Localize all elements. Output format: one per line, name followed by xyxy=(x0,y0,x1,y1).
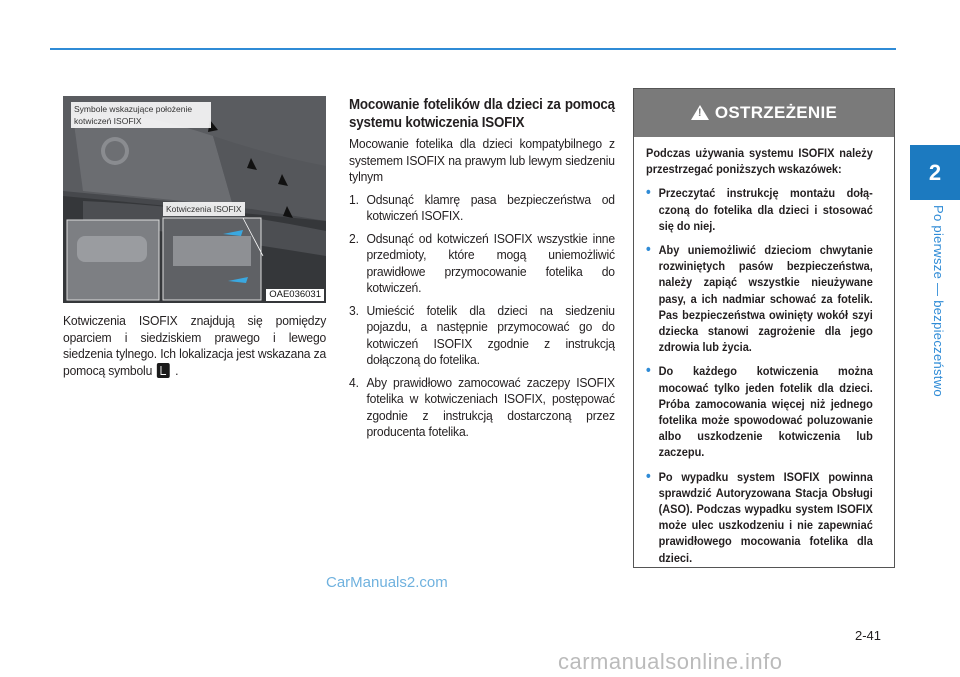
label-isofix-anchors: Kotwiczenia ISOFIX xyxy=(163,202,245,216)
step-text: Odsunąć klamrę pasa bezpieczeństwa od kotwiczeń ISOFIX. xyxy=(366,191,615,223)
warning-title: OSTRZEŻENIE xyxy=(714,103,838,122)
warning-header xyxy=(634,89,894,137)
warning-body xyxy=(646,145,873,574)
list-item xyxy=(349,231,615,297)
page-number: 2-41 xyxy=(855,628,882,643)
step-number: 3. xyxy=(349,302,359,318)
list-item: • Po wypadku system ISOFIX powinna sprawdzić Autoryzowana Stacja Obsługi (ASO). Podczas wypadku system ISOFIX może ulec uszkodzeniu i nie zapewniać prawidłowego mocowania fotelika dla dzieci. xyxy=(646,469,873,566)
figure-code: OAE036031 xyxy=(266,289,324,301)
step-number: 2. xyxy=(349,230,359,246)
isofix-mounting-section xyxy=(349,96,615,447)
step-text: Aby prawidłowo zamocować zaczepy ISOFIX fotelika w kotwiczeniach ISOFIX, postępować zgodnie z instrukcją dostarczoną przez producenta fotelika. xyxy=(366,374,615,439)
section-heading: Mocowanie fotelików dla dzieci za pomocą systemu kotwiczenia ISOFIX xyxy=(349,97,615,131)
list-item xyxy=(349,192,615,225)
list-item xyxy=(349,303,615,369)
list-item: • Przeczytać instrukcję montażu dołączoną do fotelika dla dzieci i stosować się do niej. xyxy=(646,185,873,234)
location-paragraph: Kotwiczenia ISOFIX znajdują się pomiędzy oparciem i siedziskiem prawego i lewego siedzenia tylnego. Ich lokalizacja jest wskazana za pomocą symbolu xyxy=(63,313,327,378)
chapter-tab[interactable]: 2 xyxy=(910,145,960,200)
warning-list xyxy=(646,185,873,565)
warning-box xyxy=(633,88,895,568)
section-intro: Mocowanie fotelika dla dzieci kompatybilnego z systemem ISOFIX na prawym lub lewym siedzeniu tylnym xyxy=(349,136,615,184)
isofix-location-text xyxy=(63,313,326,379)
chapter-title: Po pierwsze — bezpieczeństwo xyxy=(931,205,946,397)
header-rule xyxy=(50,48,896,50)
steps-list xyxy=(349,192,615,441)
warning-intro: Podczas używania systemu ISOFIX należy przestrzegać poniższych wskazówek: xyxy=(646,146,873,177)
step-text: Odsunąć od kotwiczeń ISOFIX wszystkie inne przedmioty, które mogą uniemożliwić prawidłowe przymocowanie fotelika do kotwiczeń. xyxy=(366,230,615,295)
watermark-link[interactable]: CarManuals2.com xyxy=(326,574,448,591)
list-item: • Aby uniemożliwić dzieciom chwytanie rozwiniętych pasów bezpieczeństwa, należy zapiąć wszystkie nieużywane pasy, a ich nadmiar schować za fotelik. Pas bezpieczeństwa owinięty wokół szyi dziecka stanowi zagrożenie dla jego zdrowia lub życia. xyxy=(646,242,873,355)
warning-triangle-icon xyxy=(691,105,709,120)
isofix-symbol-icon xyxy=(157,363,170,378)
step-text: Umieścić fotelik dla dzieci na siedzeniu pojazdu, a następnie przymocować go do kotwiczeń ISOFIX zgodnie z instrukcją dołączoną do fotelika. xyxy=(366,302,615,367)
location-paragraph-end: . xyxy=(175,362,179,378)
isofix-photo xyxy=(63,96,326,303)
watermark-footer: carmanualsonline.info xyxy=(558,649,783,674)
list-item xyxy=(349,375,615,441)
step-number: 4. xyxy=(349,374,359,390)
step-number: 1. xyxy=(349,191,359,207)
label-isofix-symbols: Symbole wskazujące położenie kotwiczeń ISOFIX xyxy=(71,102,211,128)
list-item: • Do każdego kotwiczenia można mocować tylko jeden fotelik dla dzieci. Próba zamocowania więcej niż jednego fotelika może spowodować poluzowanie albo uszkodzenie kotwiczenia lub zaczepu. xyxy=(646,363,873,460)
